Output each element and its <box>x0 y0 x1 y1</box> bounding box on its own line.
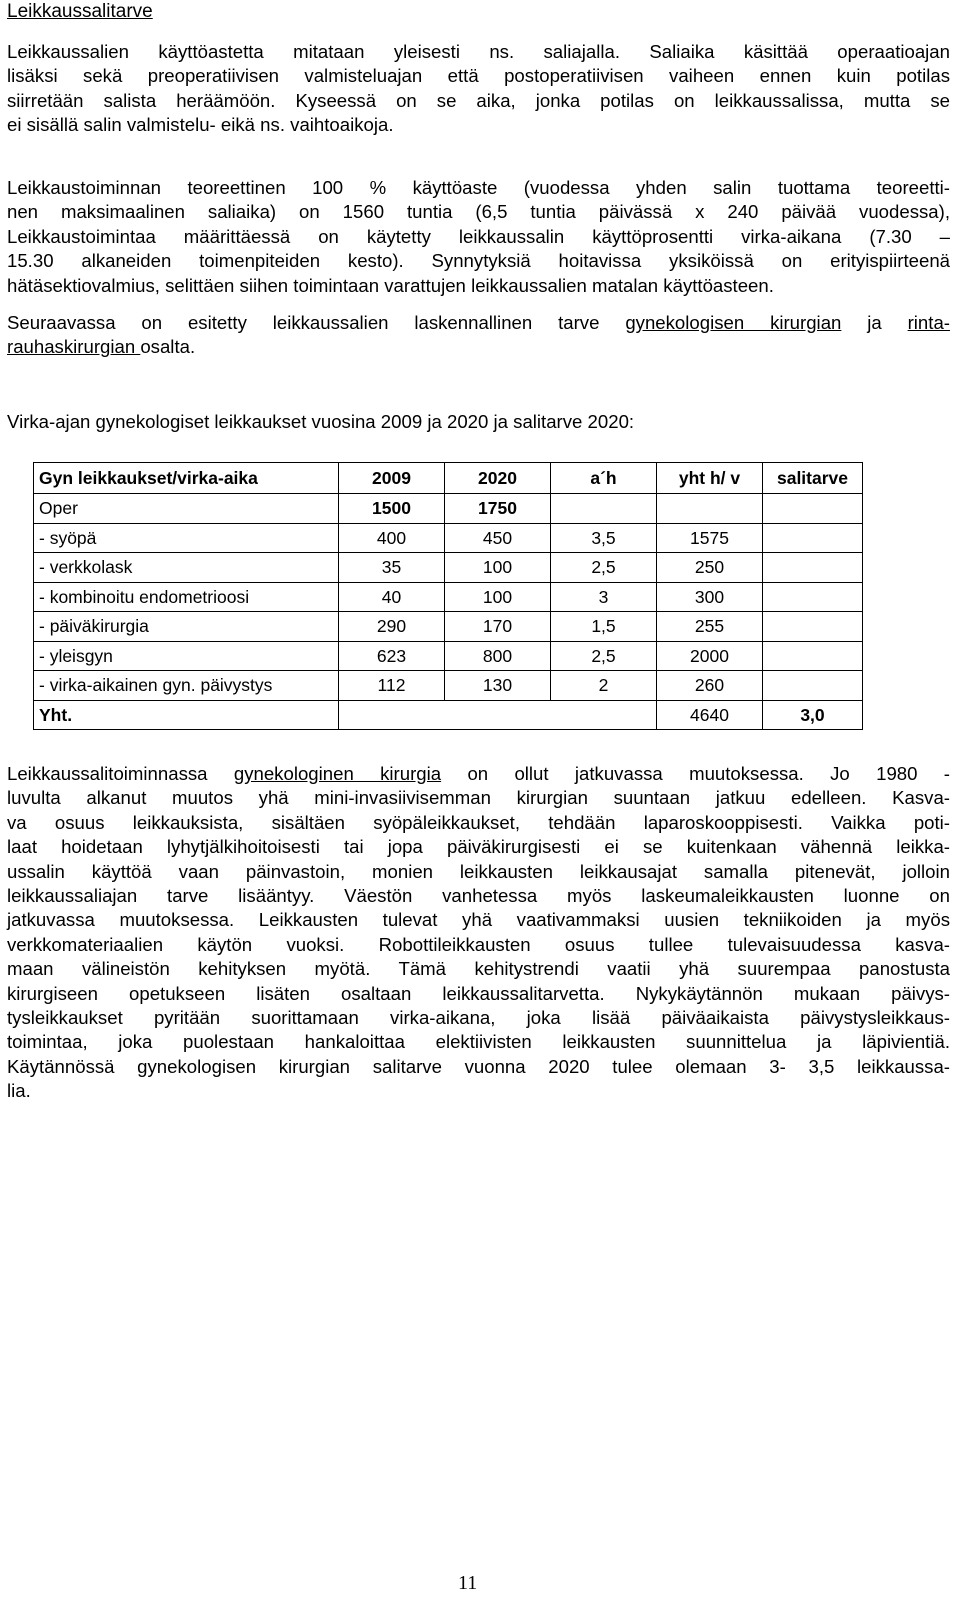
column-header: salitarve <box>763 463 863 494</box>
table-cell: 1500 <box>339 494 445 524</box>
total-label: Yht. <box>34 700 339 730</box>
table-cell: - syöpä <box>34 523 339 553</box>
table-cell: 450 <box>445 523 551 553</box>
column-header: 2020 <box>445 463 551 494</box>
text-line: toimintaa, joka puolestaan hankaloittaa elektiivisten leikkausten suunnittelua ja läpivientiä. <box>7 1031 950 1053</box>
table-cell-empty <box>339 700 657 730</box>
text-line: lisäksi sekä preoperatiivisen valmisteluajan että postoperatiivisen vaiheen ennen kuin potilas <box>7 65 950 87</box>
table-cell <box>763 612 863 642</box>
text-line: va osuus leikkauksista, sisältäen syöpäleikkaukset, tehdään laparoskooppisesti. Vaikka poti- <box>7 811 950 833</box>
table-cell: 100 <box>445 582 551 612</box>
text-segment: on ollut jatkuvassa muutoksessa. Jo 1980 - <box>467 763 951 784</box>
table-cell: - kombinoitu endometrioosi <box>34 582 339 612</box>
table-cell: 40 <box>339 582 445 612</box>
text-line: Käytännössä gynekologisen kirurgian salitarve vuonna 2020 tulee olemaan 3- 3,5 leikkaussa- <box>7 1055 950 1077</box>
text-line <box>7 762 950 786</box>
table-cell: 800 <box>445 641 551 671</box>
text-line: luvulta alkanut muutos yhä mini-invasiivisemman kirurgian suuntaan jatkuu edelleen. Kasva- <box>7 787 950 809</box>
link-rintarauhaskirurgian-part1[interactable]: rinta- <box>907 312 950 333</box>
link-rintarauhaskirurgian-part2[interactable]: rauhaskirurgian <box>7 336 141 358</box>
table-cell: 3,5 <box>551 523 657 553</box>
table-cell <box>763 553 863 583</box>
table-cell: 290 <box>339 612 445 642</box>
table-cell <box>763 671 863 701</box>
table-cell <box>763 641 863 671</box>
table-row <box>34 612 863 642</box>
column-header: a´h <box>551 463 657 494</box>
table-row <box>34 671 863 701</box>
table-cell: 260 <box>657 671 763 701</box>
table-cell: 2 <box>551 671 657 701</box>
table-row <box>34 582 863 612</box>
paragraph-kayttoaste <box>7 176 950 298</box>
paragraph-gynekologinen-kirurgia <box>7 762 950 1104</box>
table-cell: 170 <box>445 612 551 642</box>
text-line: Leikkaustoiminnan teoreettinen 100 % käyttöaste (vuodessa yhden salin tuottama teoreetti- <box>7 177 950 198</box>
table-cell: 400 <box>339 523 445 553</box>
link-gynekologisen-kirurgian[interactable]: gynekologisen kirurgian <box>625 312 842 333</box>
text-line: Leikkaussalien käyttöastetta mitataan yleisesti ns. saliajalla. Saliaika käsittää operaatioajan <box>7 41 950 62</box>
total-hours: 4640 <box>657 700 763 730</box>
text-line: verkkomateriaalien käytön vuoksi. Robottileikkausten osuus tullee tulevaisuudessa kasva- <box>7 933 950 955</box>
link-gynekologinen-kirurgia[interactable]: gynekologinen kirurgia <box>233 763 442 784</box>
page-number: 11 <box>458 1572 478 1594</box>
text-line: 15.30 alkaneiden toimenpiteiden kesto). Synnytyksiä hoitavissa yksiköissä on erityispiirteenä <box>7 250 950 272</box>
table-cell: 255 <box>657 612 763 642</box>
table-row <box>34 553 863 583</box>
text-line: laat hoidetaan lyhytjälkihoitoisesti tai jopa päiväkirurgisesti ei se kuitenkaan vähennä leikka- <box>7 836 950 858</box>
table-total-row <box>34 700 863 730</box>
table-cell: 100 <box>445 553 551 583</box>
table-cell: 112 <box>339 671 445 701</box>
text-segment: osalta. <box>140 336 196 358</box>
text-line: siirretään salista heräämöön. Kyseessä on se aika, jonka potilas on leikkaussalissa, mutta se <box>7 89 950 111</box>
text-line: maan välineistön kehityksen myötä. Tämä kehitystrendi vaatii yhä suurempaa panostusta <box>7 958 950 980</box>
table-cell <box>763 494 863 524</box>
paragraph-seuraavassa <box>7 311 950 360</box>
column-header: 2009 <box>339 463 445 494</box>
total-salitarve: 3,0 <box>763 700 863 730</box>
text-line: Leikkaustoimintaa määrittäessä on käytetty leikkaussalin käyttöprosentti virka-aikana (7.30 – <box>7 225 950 247</box>
text-segment: Leikkaussalitoiminnassa <box>7 763 208 784</box>
table-cell: 1,5 <box>551 612 657 642</box>
table-cell: - verkkolask <box>34 553 339 583</box>
text-line: nen maksimaalinen saliaika) on 1560 tuntia (6,5 tuntia päivässä x 240 päivää vuodessa), <box>7 201 950 223</box>
text-segment: ja <box>867 312 882 333</box>
text-line: jatkuvassa muutoksessa. Leikkausten tulevat yhä vaativammaksi uusien tekniikoiden ja myös <box>7 909 950 931</box>
text-line: tysleikkaukset pyritään suorittamaan virka-aikana, joka lisää päiväaikaista päivystysleikkaus- <box>7 1007 950 1029</box>
table-cell <box>551 494 657 524</box>
table-cell: 2,5 <box>551 641 657 671</box>
table-cell: 2,5 <box>551 553 657 583</box>
surgery-table <box>33 462 863 730</box>
text-line <box>7 335 950 359</box>
table-cell: 250 <box>657 553 763 583</box>
table-cell <box>763 523 863 553</box>
table-intro <box>7 410 950 434</box>
text-line: Virka-ajan gynekologiset leikkaukset vuosina 2009 ja 2020 ja salitarve 2020: <box>7 411 635 432</box>
section-heading: Leikkaussalitarve <box>7 1 153 22</box>
text-line: ussalin käyttöä vaan päinvastoin, monien leikkausten leikkausajat samalla pitenevät, jolloin <box>7 860 950 882</box>
table-row <box>34 494 863 524</box>
table-cell: 3 <box>551 582 657 612</box>
text-line <box>7 311 950 335</box>
table-cell: - virka-aikainen gyn. päivystys <box>34 671 339 701</box>
table-cell: 300 <box>657 582 763 612</box>
table-cell: 130 <box>445 671 551 701</box>
table-cell: Oper <box>34 494 339 524</box>
text-segment: Seuraavassa on esitetty leikkaussalien laskennallinen tarve <box>7 312 600 333</box>
table-cell: 1750 <box>445 494 551 524</box>
text-line: kirurgiseen opetukseen lisäten osaltaan leikkaussalitarvetta. Nykykäytännön mukaan päivys- <box>7 982 950 1004</box>
table-cell: 2000 <box>657 641 763 671</box>
table-cell <box>763 582 863 612</box>
paragraph-saliaika <box>7 40 950 138</box>
table-cell: 1575 <box>657 523 763 553</box>
table-row <box>34 641 863 671</box>
table-header-row <box>34 463 863 494</box>
table-cell: - yleisgyn <box>34 641 339 671</box>
text-line: ei sisällä salin valmistelu- eikä ns. vaihtoaikoja. <box>7 114 394 136</box>
table-cell <box>657 494 763 524</box>
table-row <box>34 523 863 553</box>
text-line: hätäsektiovalmius, selittäen siihen toimintaan varattujen leikkaussalien matalan käyttöasteen. <box>7 274 774 296</box>
column-header: yht h/ v <box>657 463 763 494</box>
table-cell: 623 <box>339 641 445 671</box>
text-line: lia. <box>7 1080 31 1102</box>
table-cell: - päiväkirurgia <box>34 612 339 642</box>
text-line: leikkaussaliajan tarve lisääntyy. Väestön vanhetessa myös laskeumaleikkausten luonne on <box>7 885 950 907</box>
table-cell: 35 <box>339 553 445 583</box>
column-header: Gyn leikkaukset/virka-aika <box>34 463 339 494</box>
